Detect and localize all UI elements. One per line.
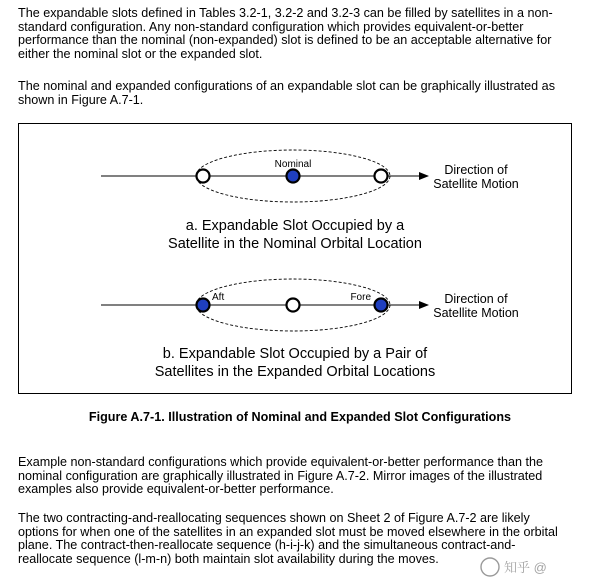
text-line: The nominal and expanded configurations of an expandable slot can be graphically illustrated as [18,79,555,93]
figure-caption: Figure A.7-1. Illustration of Nominal and Expanded Slot Configurations [88,410,512,424]
direction-label-line1: Direction of [444,292,508,306]
text-line: Example non-standard configurations which provide equivalent-or-better performance than the [18,455,544,469]
examples-paragraph [18,456,570,497]
satellite-aft [197,299,210,312]
text-line: performance than the nominal (non-expanded) slot is defined to be an acceptable alternative for [18,33,552,48]
diagram-b [101,279,519,380]
text-line: plane. The contract-then-reallocate sequence (h-i-j-k) and the simultaneous contract-and- [18,538,516,553]
text-line: shown in Figure A.7-1. [18,92,144,107]
empty-position-nominal [287,299,300,312]
figure-a7-1 [18,123,572,394]
text-line: options for when one of the satellites in an expanded slot must be moved elsewhere in the orbital [18,524,558,539]
text-line: The expandable slots defined in Tables 3.2-1, 3.2-2 and 3.2-3 can be filled by satellites in a non- [18,6,553,20]
diagram-a-caption-line1: a. Expandable Slot Occupied by a [185,218,405,234]
direction-label-line2: Satellite Motion [433,177,519,191]
text-line: examples also provide equivalent-or-better performance. [18,482,334,497]
empty-position-aft [197,170,210,183]
fore-label: Fore [350,292,371,303]
intro-paragraph [18,7,570,61]
diagram-b-caption-line2: Satellites in the Expanded Orbital Locations [154,364,436,380]
direction-label-line1: Direction of [444,163,508,177]
slot-configuration-diagram [19,124,571,393]
text-line: nominal configuration are graphically illustrated in Figure A.7-2. Mirror images of the illustrated [18,468,543,483]
nominal-label: Nominal [274,159,312,170]
diagram-a-caption-line2: Satellite in the Nominal Orbital Location [168,236,422,252]
watermark-text: 知乎 @ [504,560,547,575]
satellite-fore [375,299,388,312]
lead-paragraph [18,80,570,107]
empty-position-fore [375,170,388,183]
watermark-logo-icon [481,558,499,576]
zhihu-watermark [478,555,588,579]
aft-label: Aft [212,292,225,303]
diagram-b-caption-line1: b. Expandable Slot Occupied by a Pair of [162,346,428,362]
diagram-a [101,150,519,252]
text-line: reallocate sequence (l-m-n) both maintain slot availability during the moves. [18,551,439,566]
text-line: The two contracting-and-reallocating sequences shown on Sheet 2 of Figure A.7-2 are likely [18,511,530,525]
direction-label-line2: Satellite Motion [433,306,519,320]
text-line: either the nominal slot or the expanded slot. [18,46,263,61]
text-line: standard configuration. Any non-standard configuration which provides equivalent-or-better [18,19,524,34]
satellite-nominal [287,170,300,183]
